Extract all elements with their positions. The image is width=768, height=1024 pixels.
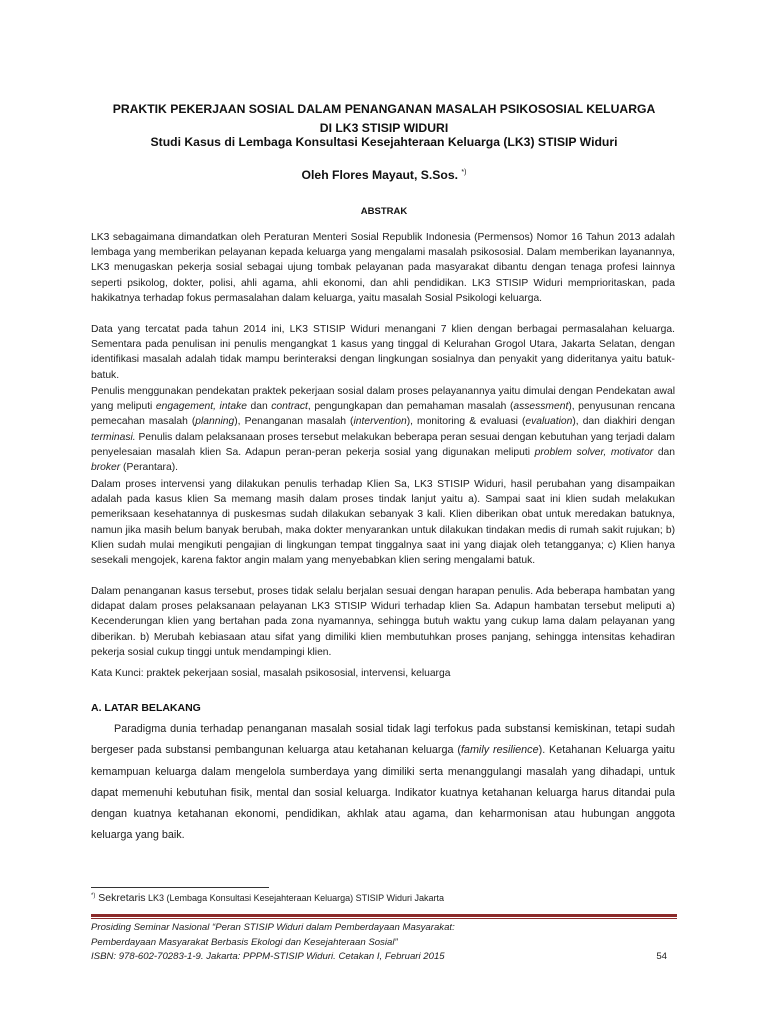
- italic-term: problem solver, motivator: [534, 446, 654, 458]
- author-line: [90, 168, 678, 182]
- footnote: [91, 892, 675, 904]
- paper-title-line-1: PRAKTIK PEKERJAAN SOSIAL DALAM PENANGANAN MASALAH PSIKOSOSIAL KELUARGA: [112, 102, 656, 116]
- italic-term: contract: [271, 401, 308, 413]
- italic-term: engagement, intake: [155, 401, 248, 413]
- abstract-paragraph-2: Data yang tercatat pada tahun 2014 ini, LK3 STISIP Widuri menangani 7 klien dengan berbagai permasalahan keluarga. Sementara pada penulisan ini penulis mengangkat 1 kasus yang tinggal di Kelurahan Grogol Utara, Jakarta Selatan, dengan identifikasi masalah adalah tidak mampu berinteraksi dengan lingkungan sosialnya dan penyakit yang dideritanya yaitu batuk-batuk.: [91, 324, 675, 381]
- italic-term: planning: [195, 416, 235, 428]
- abstract-paragraph-1: LK3 sebagaimana dimandatkan oleh Peraturan Menteri Sosial Republik Indonesia (Permensos) Nomor 16 Tahun 2013 adalah lembaga yang memberikan pelayanan kepada keluarga yang mengalami masalah psikososial. Dalam memberikan layanannya, LK3 menugaskan pekerja sosial sebagai ujung tombak pelayanan pada masyarakat dibantu dengan tenaga profesi lainnya seperti psikolog, dokter, polisi, ahli agama, ahli ekonomi, dan ahli pendidikan. LK3 STISIP Widuri memprioritaskan, pada hakikatnya terhadap fokus permasalahan dalam keluarga, yaitu masalah Sosial Psikologi keluarga.: [91, 232, 675, 304]
- abstract-heading: ABSTRAK: [360, 206, 408, 217]
- author-footnote-mark: *): [461, 169, 467, 176]
- paper-title-line-2: DI LK3 STISIP WIDURI: [319, 121, 449, 135]
- text-run: (Perantara).: [120, 462, 178, 474]
- footnote-text: LK3 (Lembaga Konsultasi Kesejahteraan Keluarga) STISIP Widuri Jakarta: [145, 893, 445, 903]
- text-run: , pengungkapan dan pemahaman masalah (: [307, 401, 514, 413]
- text-run: Penulis menggunakan pendekatan praktek pekerjaan sosial dalam proses pelayanannya yaitu dimulai dengan Pendekatan awal yang meliputi: [91, 386, 675, 413]
- keywords-line: Kata Kunci: praktek pekerjaan sosial, masalah psikososial, intervensi, keluarga: [91, 668, 451, 679]
- footnote-label: Sekretaris: [95, 892, 146, 904]
- footer-line-3: ISBN: 978-602-70283-1-9. Jakarta: PPPM-STISIP Widuri. Cetakan I, Februari 2015: [91, 951, 445, 962]
- text-run: ), Penanganan masalah (: [234, 416, 354, 428]
- text-run: ), monitoring & evaluasi (: [406, 416, 526, 428]
- footnote-separator: [91, 887, 269, 888]
- page-number: 54: [656, 951, 667, 962]
- italic-term: family resilience: [460, 744, 539, 757]
- text-run: dan: [653, 446, 675, 458]
- italic-term: terminasi.: [91, 431, 136, 443]
- abstract-paragraph-5: Dalam penanganan kasus tersebut, proses tidak selalu berjalan sesuai dengan harapan penulis. Ada beberapa hambatan yang didapat dalam proses pelaksanaan pelayanan LK3 STISIP Widuri terhadap klien Sa. Adapun hambatan tersebut meliputi a) Kecenderungan klien yang bertahan pada zona nyamannya, sehingga butuh waktu yang cukup lama dalam pelayanan yang diberikan. b) Merubah kebiasaan atau sifat yang dimiliki klien membutuhkan proses panjang, sehingga intensitas kehadiran pekerja sosial cukup tinggi untuk mendampingi klien.: [91, 586, 675, 658]
- italic-term: evaluation: [525, 416, 573, 428]
- text-run: ). Ketahanan Keluarga yaitu kemampuan keluarga dalam mengelola sumberdaya yang dimiliki serta menanggulangi masalah yang dihadapi, untuk dapat memenuhi kebutuhan fisik, mental dan sosial keluarga. Indikator kuatnya ketahanan keluarga harus ditandai pula dengan kuatnya ketahanan ekonomi, pendidikan, akhlak atau agama, dan keharmonisan atau hubungan anggota keluarga yang baik.: [91, 744, 675, 842]
- footer-rule-thick: [91, 914, 677, 917]
- abstract-paragraph-3: [91, 384, 675, 475]
- italic-term: intervention: [353, 416, 407, 428]
- footer-rule-thin: [91, 918, 677, 919]
- footnote-mark: *): [91, 893, 96, 899]
- body-paragraph: [91, 719, 675, 847]
- text-run: ), dan diakhiri dengan: [572, 416, 675, 428]
- abstract-paragraph-4: Dalam proses intervensi yang dilakukan penulis terhadap Klien Sa, LK3 STISIP Widuri, hasil perubahan yang disampaikan adalah pada kasus klien Sa memang masih dalam proses tindak lanjut yaitu a). Sampai saat ini klien sudah melakukan pemeriksaan kesehatannya di puskesmas sudah dilakukan sebanyak 3 kali. Klien diberikan obat untuk meredakan batuknya, namun jika masih belum banyak berubah, maka dokter menyarankan untuk dilakukan tindakan medis di rumah sakit rujukan; b) Klien sudah mulai mengikuti pengajian di lingkungan tempat tinggalnya saat ini yang diajak oleh tetangganya; c) Klien hanya sesekali mengojek, karena faktor angin malam yang menyebabkan klien sering mengalami batuk.: [91, 479, 675, 567]
- text-run: Penulis dalam pelaksanaan proses tersebut melakukan beberapa peran sesuai dengan kebutuhan yang terjadi dalam penyelesaian masalah klien Sa. Adapun peran-peran pekerja sosial yang digunakan meliputi: [91, 431, 675, 458]
- text-run: Paradigma dunia terhadap penanganan masalah sosial tidak lagi terfokus pada substansi kemiskinan, tetapi sudah bergeser pada substansi pembangunan keluarga atau ketahanan keluarga (: [91, 723, 675, 757]
- footer-line-2: Pemberdayaan Masyarakat Berbasis Ekologi dan Kesejahteraan Sosial”: [91, 937, 398, 948]
- italic-term: broker: [91, 462, 121, 474]
- paper-subtitle: Studi Kasus di Lembaga Konsultasi Kesejahteraan Keluarga (LK3) STISIP Widuri: [150, 135, 618, 149]
- italic-term: assessment: [513, 401, 569, 413]
- text-run: ), penyusunan rencana pemecahan masalah (: [91, 401, 676, 428]
- section-heading-latar-belakang: A. LATAR BELAKANG: [91, 702, 201, 714]
- author-name: Oleh Flores Mayaut, S.Sos.: [301, 168, 458, 182]
- text-run: dan: [247, 401, 272, 413]
- footer-line-1: Prosiding Seminar Nasional “Peran STISIP Widuri dalam Pemberdayaan Masyarakat:: [91, 922, 455, 933]
